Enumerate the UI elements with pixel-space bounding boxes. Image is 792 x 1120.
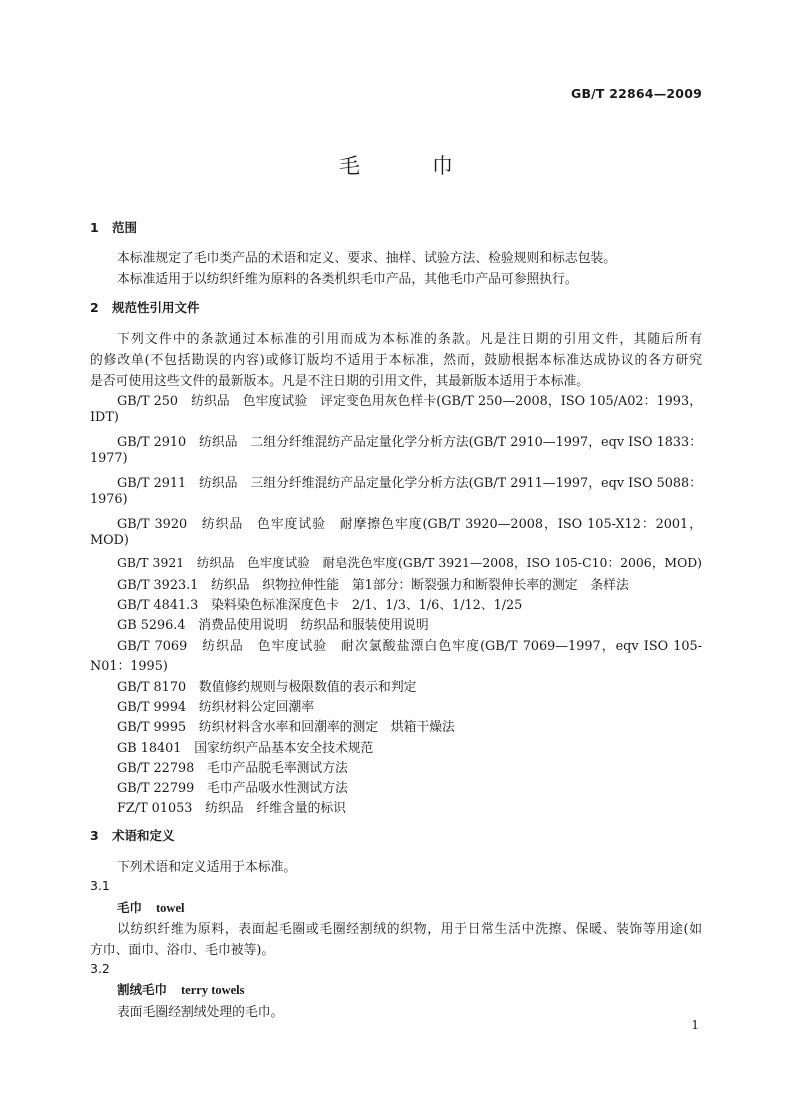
section-heading-2 bbox=[90, 298, 200, 316]
section-number: 3 bbox=[90, 828, 99, 843]
reference-item: GB/T 7069 纺织品 色牢度试验 耐次氯酸盐漂白色牢度(GB/T 7069—1997，eqv ISO 105- bbox=[117, 639, 702, 654]
section-title: 术语和定义 bbox=[112, 828, 175, 843]
term-number: 3.2 bbox=[90, 961, 110, 976]
term-definition-line: 方巾、面巾、浴巾、毛巾被等)。 bbox=[90, 943, 275, 958]
section-number: 2 bbox=[90, 300, 99, 315]
term-en: towel bbox=[156, 901, 185, 915]
reference-item-continued: 1976) bbox=[90, 492, 128, 507]
reference-item: GB/T 4841.3 染料染色标准深度色卡 2/1、1/3、1/6、1/12、1/25 bbox=[117, 598, 523, 613]
paragraph-line: 是否可使用这些文件的最新版本。凡是不注日期的引用文件，其最新版本适用于本标准。 bbox=[90, 374, 590, 389]
reference-item-continued: IDT) bbox=[90, 410, 119, 425]
reference-item: GB/T 3921 纺织品 色牢度试验 耐皂洗色牢度(GB/T 3921—2008，ISO 105-C10：2006，MOD) bbox=[117, 555, 702, 570]
reference-item-continued: N01：1995) bbox=[90, 659, 168, 674]
reference-item: GB/T 9995 纺织材料含水率和回潮率的测定 烘箱干燥法 bbox=[117, 720, 455, 735]
section-heading-3 bbox=[90, 826, 175, 844]
reference-item: GB/T 9994 纺织材料公定回潮率 bbox=[117, 700, 315, 715]
paragraph: 本标准适用于以纺织纤维为原料的各类机织毛巾产品，其他毛巾产品可参照执行。 bbox=[117, 272, 578, 287]
section-number: 1 bbox=[90, 220, 99, 235]
reference-item: GB/T 22799 毛巾产品吸水性测试方法 bbox=[117, 781, 348, 796]
reference-item: GB 18401 国家纺织产品基本安全技术规范 bbox=[117, 741, 374, 756]
paragraph-line: 下列文件中的条款通过本标准的引用而成为本标准的条款。凡是注日期的引用文件，其随后所有 bbox=[117, 332, 702, 347]
term-definition-line: 以纺织纤维为原料，表面起毛圈或毛圈经割绒的织物，用于日常生活中洗擦、保暖、装饰等用途(如 bbox=[117, 922, 702, 937]
paragraph: 下列术语和定义适用于本标准。 bbox=[117, 860, 297, 875]
reference-item: GB/T 250 纺织品 色牢度试验 评定变色用灰色样卡(GB/T 250—2008，ISO 105/A02：1993， bbox=[117, 394, 702, 409]
paragraph: 本标准规定了毛巾类产品的术语和定义、要求、抽样、试验方法、检验规则和标志包装。 bbox=[117, 251, 617, 266]
reference-item: FZ/T 01053 纺织品 纤维含量的标识 bbox=[117, 801, 346, 816]
section-heading-1 bbox=[90, 218, 137, 236]
reference-item: GB/T 22798 毛巾产品脱毛率测试方法 bbox=[117, 761, 348, 776]
reference-item: GB/T 8170 数值修约规则与极限数值的表示和判定 bbox=[117, 680, 417, 695]
reference-item-continued: MOD) bbox=[90, 533, 129, 548]
reference-item-continued: 1977) bbox=[90, 451, 128, 466]
document-title: 毛巾 bbox=[339, 154, 525, 178]
section-title: 范围 bbox=[112, 220, 138, 235]
term-entry bbox=[117, 898, 184, 916]
reference-item: GB/T 2910 纺织品 二组分纤维混纺产品定量化学分析方法(GB/T 2910—1997，eqv ISO 1833： bbox=[117, 435, 702, 450]
reference-item: GB 5296.4 消费品使用说明 纺织品和服装使用说明 bbox=[117, 618, 429, 633]
reference-item: GB/T 3920 纺织品 色牢度试验 耐摩擦色牢度(GB/T 3920—2008，ISO 105-X12：2001， bbox=[117, 517, 702, 532]
reference-item: GB/T 3923.1 纺织品 织物拉伸性能 第1部分：断裂强力和断裂伸长率的测定 条样法 bbox=[117, 578, 629, 593]
term-en: terry towels bbox=[181, 983, 245, 997]
page-number: 1 bbox=[691, 1018, 699, 1032]
term-entry bbox=[117, 980, 245, 998]
term-number: 3.1 bbox=[90, 878, 110, 893]
term-zh: 毛巾 bbox=[117, 900, 143, 915]
paragraph-line: 的修改单(不包括勘误的内容)或修订版均不适用于本标准，然而，鼓励根据本标准达成协议的各方研究 bbox=[90, 353, 702, 368]
section-title: 规范性引用文件 bbox=[112, 300, 200, 315]
reference-item: GB/T 2911 纺织品 三组分纤维混纺产品定量化学分析方法(GB/T 2911—1997，eqv ISO 5088： bbox=[117, 476, 702, 491]
term-zh: 割绒毛巾 bbox=[117, 982, 168, 997]
term-definition-line: 表面毛圈经割绒处理的毛巾。 bbox=[117, 1005, 284, 1020]
standard-number: GB/T 22864—2009 bbox=[570, 86, 702, 101]
